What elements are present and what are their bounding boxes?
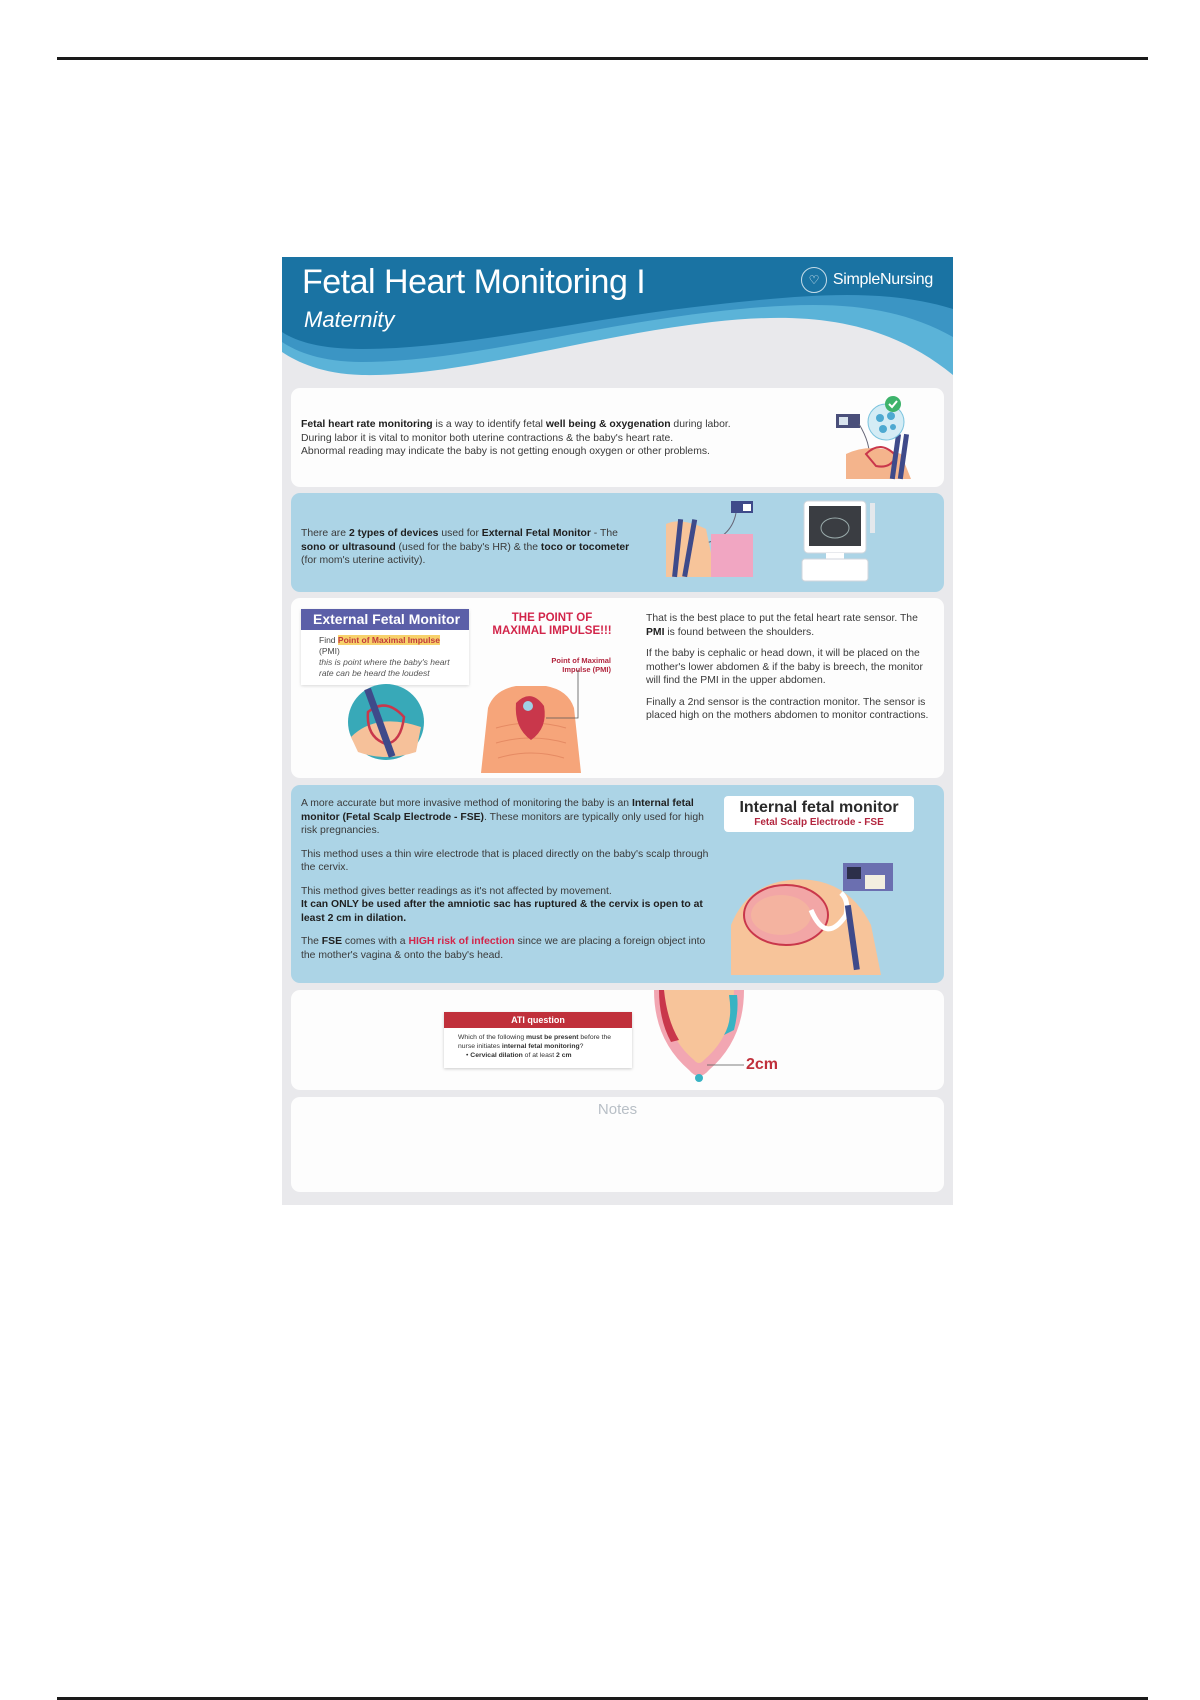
internal-p4-a: The [301,936,322,947]
devices-text-4: (used for the baby's HR) & the [395,541,541,553]
internal-p1 [301,797,721,838]
external-monitor-card [291,598,944,778]
external-p1-bold: PMI [646,626,665,638]
ultrasound-machine-icon [796,497,881,589]
internal-p4 [301,935,721,962]
intro-line-2: During labor it is vital to monitor both uterine contractions & the baby's heart rate. [301,432,674,444]
ati-answer-bold-2: 2 cm [556,1052,572,1059]
devices-text-3: - The [590,528,618,539]
ati-question-box [444,1012,632,1068]
external-monitor-title: External Fetal Monitor [301,609,469,630]
intro-bold-2: well being & oxygenation [545,419,671,430]
intro-text-1: is a way to identify fetal [432,419,546,430]
ati-q-1: Which of the following [458,1034,527,1041]
devices-text-2: used for [438,528,482,539]
pmi-heading: THE POINT OF MAXIMAL IMPULSE!!! [492,612,612,637]
dilation-2cm-label: 2cm [746,1056,779,1073]
brand-name: SimpleNursing [832,271,933,288]
devices-bold-2: External Fetal Monitor [481,528,591,539]
infographic-poster [282,257,953,1205]
internal-p3 [301,885,721,926]
internal-monitor-text [301,797,721,972]
pmi-abbr: (PMI) [319,646,340,656]
poster-title: Fetal Heart Monitoring I [302,263,646,301]
ati-answer: • Cervical dilation of at least 2 cm [466,1052,572,1059]
internal-p1-bold: Internal fetal monitor (Fetal Scalp Electrode - FSE) [301,798,694,823]
intro-text [301,418,801,459]
torso-heart-illustration-icon [476,668,586,773]
poster-header [282,257,953,392]
intro-card [291,388,944,487]
external-p1-a: That is the best place to put the fetal heart rate sensor. The [646,613,918,624]
external-p3: Finally a 2nd sensor is the contraction monitor. The sensor is placed high on the mothers abdomen to monitor contractions. [646,696,929,721]
devices-bold-1: 2 types of devices [348,528,439,539]
ati-q-bold-2: internal fetal monitoring [501,1043,580,1050]
external-monitor-box [301,609,469,685]
intro-bold-1: Fetal heart rate monitoring [301,419,433,430]
notes-title: Notes [597,1101,638,1118]
ati-q-bold-1: must be present [526,1034,579,1041]
infection-risk-highlight: HIGH risk of infection [408,936,515,947]
external-p1-c: is found between the shoulders. [664,626,815,638]
notes-card[interactable] [291,1097,944,1192]
external-monitor-body [301,630,469,685]
internal-monitor-card [291,785,944,983]
ati-q-2: before the nurse initiates [458,1034,612,1050]
cervix-dilation-illustration-icon [649,990,749,1085]
find-text: Find [319,635,338,645]
fetal-monitor-illustration-icon [831,394,926,482]
ati-q-3: ? [579,1043,584,1050]
devices-text-1: There are [301,528,349,539]
internal-p2: This method uses a thin wire electrode that is placed directly on the baby's scalp through the cervix. [301,848,709,873]
devices-text-5: (for mom's uterine activity). [301,555,426,566]
brand-logo [801,267,933,293]
internal-monitor-box [724,796,914,832]
internal-p4-e: since we are placing a foreign object into the mother's vagina & onto the baby's head. [301,936,706,961]
pmi-highlight: Point of Maximal Impulse [337,635,440,645]
external-p1 [646,612,931,639]
ati-answer-text: of at least [522,1052,557,1059]
internal-p4-c: comes with a [342,936,409,947]
devices-text [301,527,641,568]
internal-p3-bold: It can ONLY be used after the amniotic sac has ruptured & the cervix is open to at least 2 cm in dilation. [301,899,703,924]
intro-text-2: during labor. [670,419,731,430]
internal-p3-a: This method gives better readings as it's not affected by movement. [301,885,612,897]
brand-heart-icon: ♡ [801,267,827,293]
ati-question-title: ATI question [444,1012,632,1028]
devices-bold-4: toco or tocometer [540,541,630,553]
devices-card [291,493,944,592]
internal-p4-bold: FSE [321,936,343,947]
pmi-label: Point of Maximal Impulse (PMI) [551,656,611,674]
poster-subtitle: Maternity [304,307,395,332]
internal-monitor-title: Internal fetal monitor [739,799,899,816]
abdomen-belt-illustration-icon [661,499,761,587]
belt-monitor-circle-icon [346,682,426,762]
top-rule [57,57,1148,60]
scalp-electrode-illustration-icon [731,855,901,975]
ati-answer-bold: Cervical dilation [470,1052,523,1059]
internal-p1-a: A more accurate but more invasive method of monitoring the baby is an [301,798,632,809]
external-monitor-text [646,612,931,731]
pmi-note: this is point where the baby's heart rate can be heard the loudest [319,657,450,678]
ati-question-body [444,1028,632,1068]
internal-monitor-subtitle: Fetal Scalp Electrode - FSE [754,817,884,828]
internal-p1-c: . These monitors are typically only used for high risk pregnancies. [301,811,704,836]
intro-line-3: Abnormal reading may indicate the baby is not getting enough oxygen or other problems. [301,446,710,457]
devices-bold-3: sono or ultrasound [301,541,396,553]
external-p2: If the baby is cephalic or head down, it will be placed on the mother's lower abdomen & if the baby is breech, the monitor will find the PMI in the upper abdomen. [646,648,923,686]
ati-question-card [291,990,944,1090]
